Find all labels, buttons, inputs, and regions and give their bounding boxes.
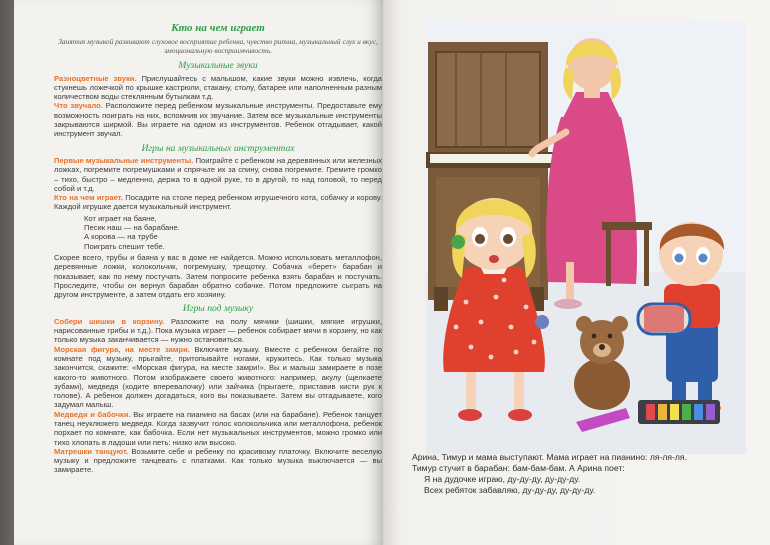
left-page xyxy=(14,0,383,545)
paragraph-lead: Матрешки танцуют. xyxy=(54,446,129,456)
intro-text: Занятия музыкой развивают слуховое восприятие ребенка, чувство ритма, музыкальный слух и вкус, эмоциональную восприимчивость. xyxy=(58,37,378,56)
poem xyxy=(84,214,382,251)
paragraph-lead: Морская фигура, на месте замри. xyxy=(54,344,190,354)
paragraph-text: Вы играете на пианино на басах (или на барабане). Ребенок танцует танец неуклюжего медведя. Когда зазвучит голос колокольчика или металлофона, ребенок порхает по комнате, как бабочка. Если нет музыкальных инструментов, можно громко или тихо хлопать в ладоши или петь: низко или высоко. xyxy=(54,409,383,447)
paragraph-text: Возьмите себе и ребенку по красивому платочку. Включите веселую музыку и предложите танцевать с платками. Как только музыка выключается — вы замираете. xyxy=(54,446,382,475)
paragraph xyxy=(54,410,382,447)
caption xyxy=(412,452,752,496)
paragraph-text: Поиграйте с ребенком на деревянных или железных ложках, погремите погремушками и спрячьте их за спину, снова погремите. Гремите громко – тихо, быстро – медленно, держа то в одной руке, то в другой, то над головой, то перед собой и т.д. xyxy=(54,155,382,193)
paragraph-lead: Медведи и бабочки. xyxy=(54,409,131,419)
caption-line: Тимур стучит в барабан: бам-бам-бам. А Арина поет: xyxy=(412,463,625,473)
paragraph-text: Прислушайтесь с малышом, какие звуки можно извлечь, когда стукнешь ложечкой по крышке кастрюли, стакану, столу, батарее или наполненным разным количеством воды стеклянным бутылкам т.д. xyxy=(54,73,382,102)
paragraph xyxy=(54,101,382,138)
caption-line: Я на дудочке играю, ду-ду-ду, ду-ду-ду. xyxy=(424,474,581,484)
text-column xyxy=(54,24,382,475)
poem-line: Кот играет на баяне, xyxy=(84,213,157,223)
section-heading: Музыкальные звуки xyxy=(178,60,258,72)
section-heading: Игры на музыкальных инструментах xyxy=(141,142,295,154)
paragraph-lead: Что звучало. xyxy=(54,101,103,111)
caption-line: Арина, Тимур и мама выступают. Мама играет на пианино: ля-ля-ля. xyxy=(412,452,687,462)
paragraph xyxy=(54,447,382,475)
caption-line: Всех ребяток забавляю, ду-ду-ду, ду-ду-ду. xyxy=(424,485,596,495)
illustration xyxy=(426,22,746,454)
paragraph-lead: Кто на чем играет. xyxy=(54,193,123,203)
paragraph xyxy=(54,317,382,345)
paragraph xyxy=(54,156,382,193)
paragraph-text: Включите музыку. Вместе с ребенком бегайте по комнате под музыку, прыгайте, притопывайте ногами, кружитесь. Как только музыка закончится, скажите: «Морская фигура, на месте замри!». Вы и малыш замираете в позе какого-то животного. Потом изображаете своего животного: например, акулу (щелкаете зубами), медведя (ходите вперевалочку) или зайчика (прыгаете, приставив кисти рук к голове). А ребенок должен догадаться, кого вы показываете. Затем вы отгадываете, кого задумал малыш. xyxy=(54,344,382,410)
paragraph xyxy=(54,74,382,102)
paragraph-text: Разложите на полу мячики (шишки, мягкие игрушки, нарисованные грибы и т.д.). Пока музыка играет — ребенок собирает мячи в корзину, но как только музыка заканчивается — нужно остановиться. xyxy=(54,316,382,345)
paragraph-lead: Разноцветные звуки. xyxy=(54,73,137,83)
paragraph-lead: Первые музыкальные инструменты. xyxy=(54,155,194,165)
paragraph-lead: Собери шишки в корзину. xyxy=(54,316,165,326)
paragraph-text: Скорее всего, трубы и баяна у вас в доме не найдется. Можно использовать металлофон, деревянные ложки, колокольчик, погремушку, трещотку. Собачка «берет» барабан и показывает, как по нему постучать. Затем попросите ребенка взять барабан и постучать. Проследите, чтобы он вернул барабан обратно собачке. Потом предложите сыграть на другом инструменте, а затем отдать его хозяину. xyxy=(54,252,382,300)
section-heading: Игры под музыку xyxy=(182,303,254,315)
paragraph xyxy=(54,193,382,212)
page-title: Кто на чем играет xyxy=(171,22,265,34)
paragraph xyxy=(54,345,382,410)
illustration-drawing xyxy=(426,22,746,454)
poem-line: А корова — на трубе xyxy=(84,232,158,242)
paragraph-text: Посадите на столе перед ребенком игрушечного кота, собачку и корову. Каждой игрушке дается музыкальный инструмент. xyxy=(54,193,382,212)
paragraph-text: Расположите перед ребенком музыкальные инструменты. Предоставьте ему возможность поиграть на них, вспомнив их звучание. Затем все музыкальные инструменты закрываются ширмой. Вы играете на одном из инструментов. Ребенок отгадывает, какой инструмент звучал. xyxy=(54,101,382,139)
poem-line: Поиграть спешит тебе. xyxy=(84,241,165,251)
poem-line: Песик наш — на барабане. xyxy=(84,223,180,233)
